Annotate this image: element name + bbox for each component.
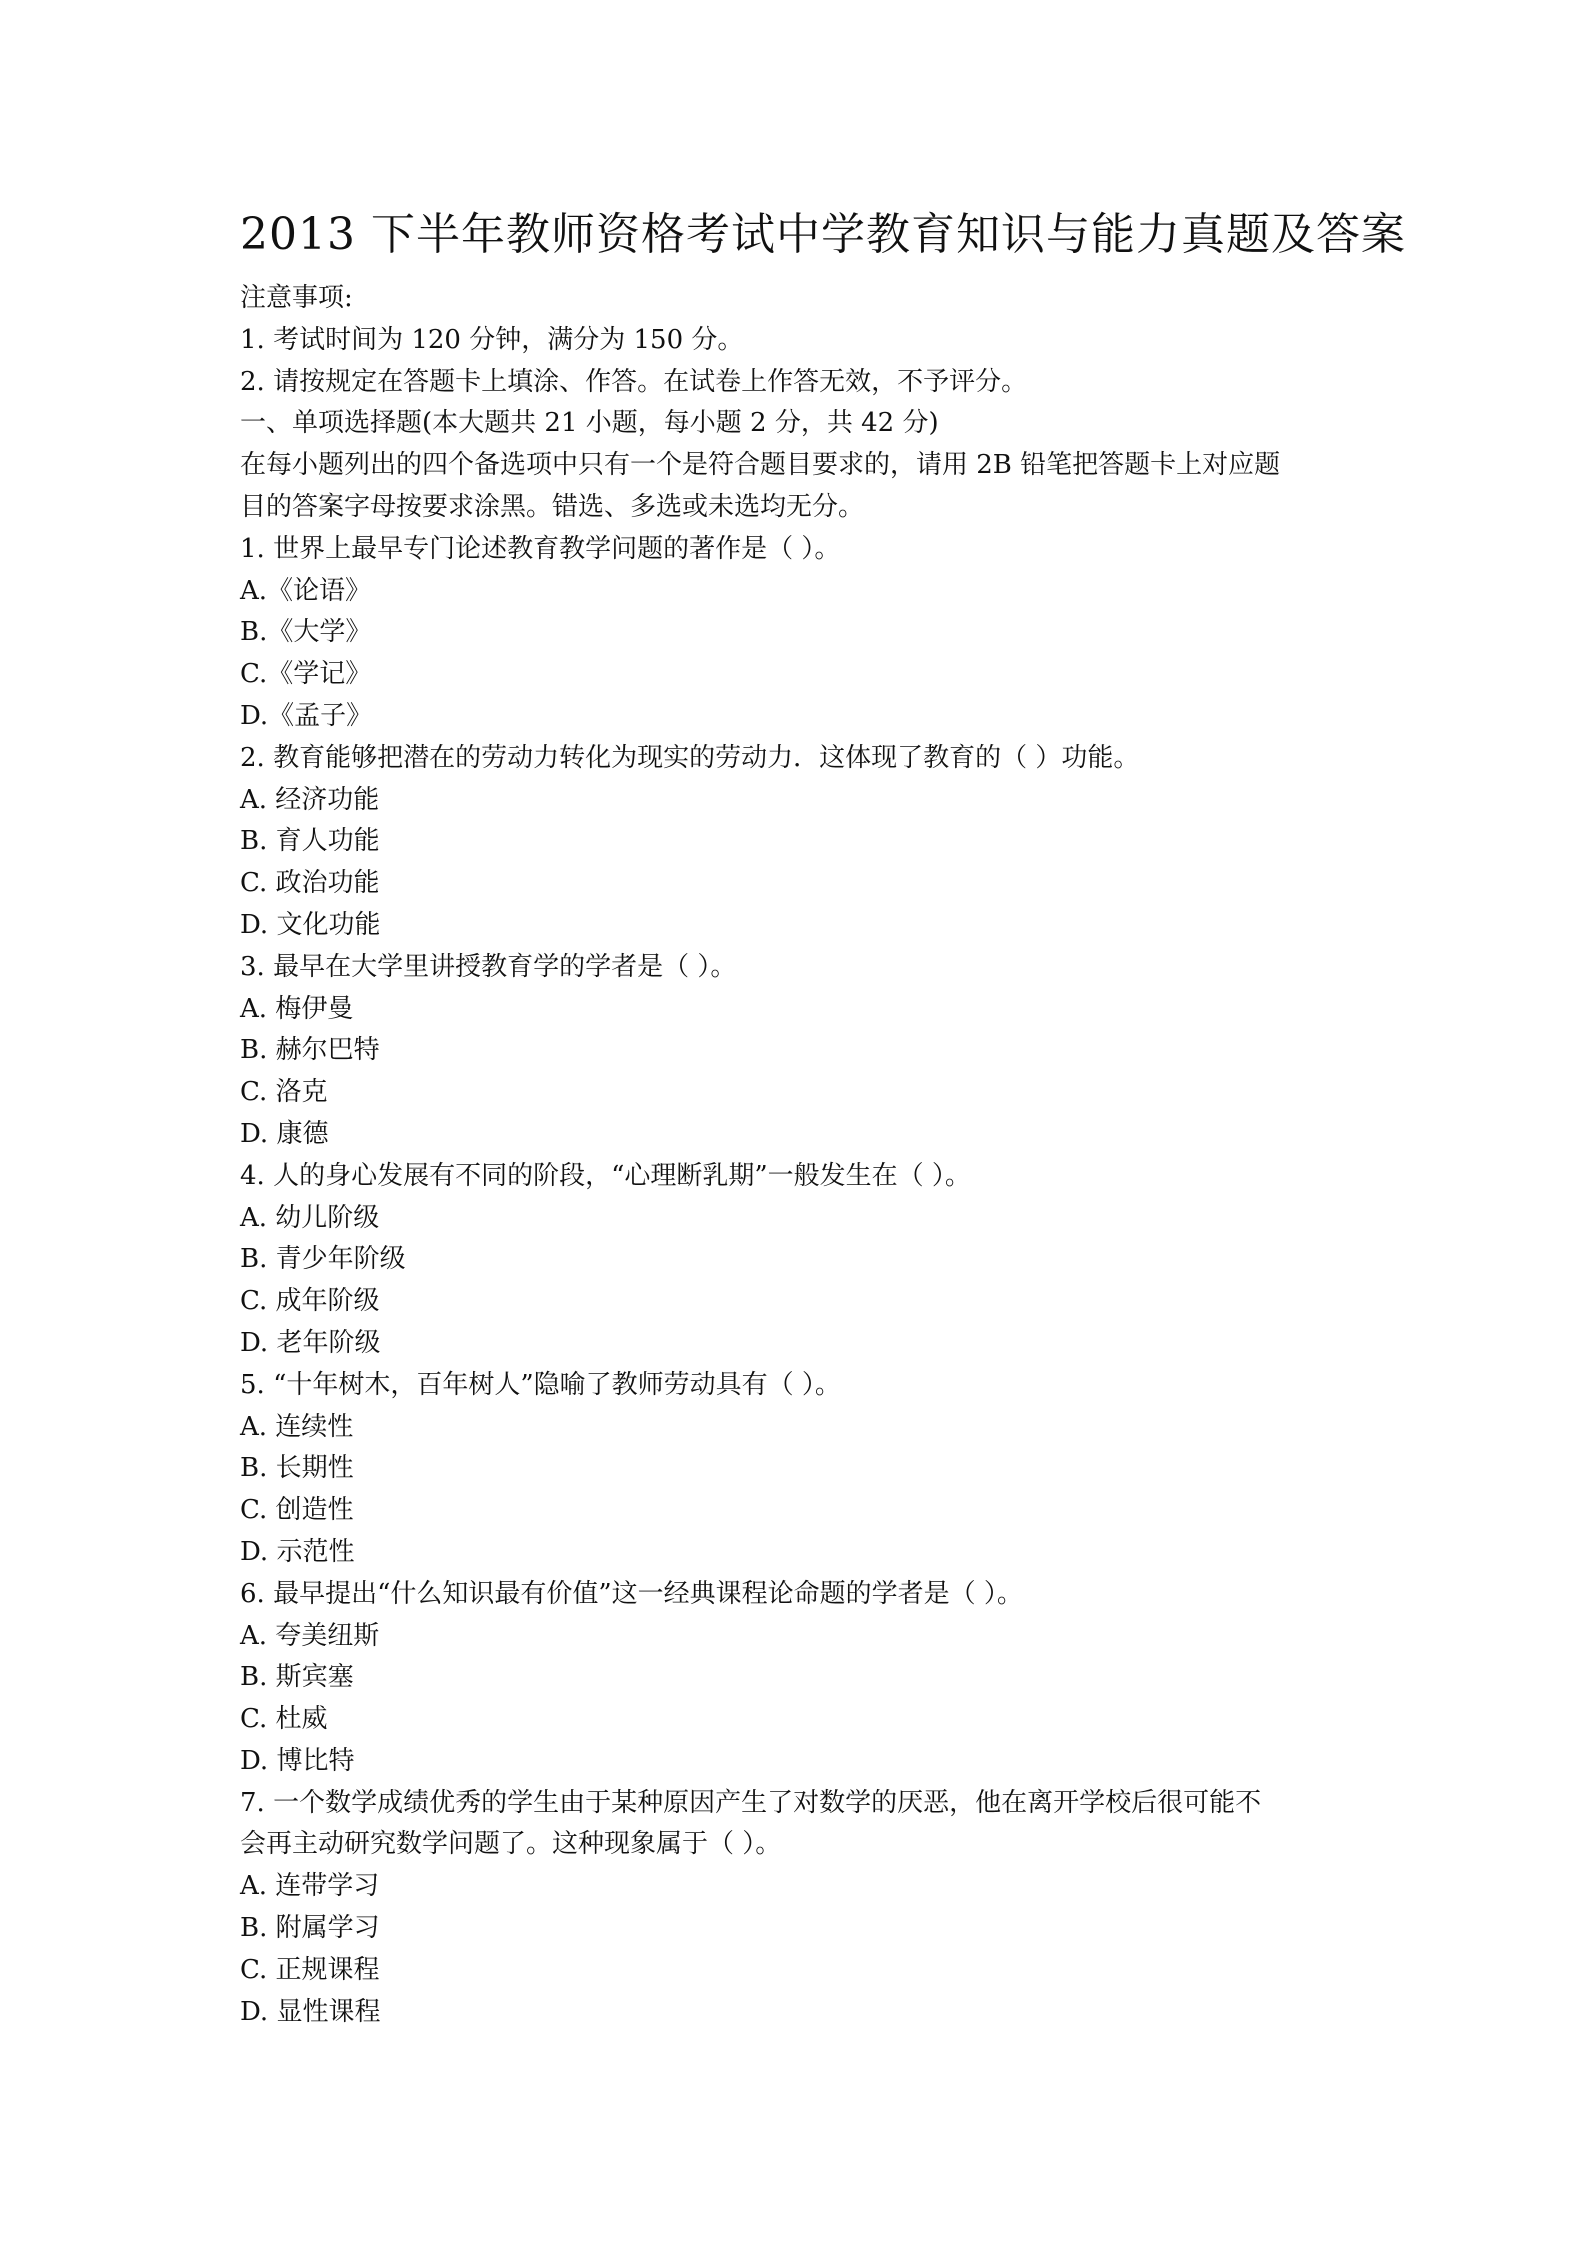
answer-option: B. 青少年阶级 — [240, 1244, 406, 1275]
answer-option: B.《大学》 — [240, 617, 372, 648]
answer-option: C. 创造性 — [240, 1495, 354, 1526]
section-instructions: 在每小题列出的四个备选项中只有一个是符合题目要求的，请用 2B 铅笔把答题卡上对应题 — [240, 450, 1281, 481]
answer-option: A. 梅伊曼 — [240, 993, 354, 1024]
question-stem: 会再主动研究数学问题了。这种现象属于（ ）。 — [240, 1829, 782, 1860]
section-instructions: 目的答案字母按要求涂黑。错选、多选或未选均无分。 — [240, 491, 865, 522]
answer-option: C.《学记》 — [240, 659, 372, 690]
question-stem: 6. 最早提出“什么知识最有价值”这一经典课程论命题的学者是（ ）。 — [240, 1578, 1023, 1609]
answer-option: D. 文化功能 — [240, 909, 381, 940]
answer-option: D.《孟子》 — [240, 700, 373, 731]
answer-option: A. 连带学习 — [240, 1871, 380, 1902]
question-stem: 7. 一个数学成绩优秀的学生由于某种原因产生了对数学的厌恶，他在离开学校后很可能不 — [240, 1787, 1262, 1818]
notice-heading: 注意事项: — [240, 283, 353, 313]
document-body — [240, 278, 1360, 2033]
answer-option: B. 长期性 — [240, 1453, 354, 1484]
answer-option: A. 经济功能 — [240, 784, 380, 815]
answer-option: A. 连续性 — [240, 1411, 354, 1442]
answer-option: C. 洛克 — [240, 1077, 328, 1108]
answer-option: D. 显性课程 — [240, 1996, 381, 2027]
answer-option: A. 幼儿阶级 — [240, 1202, 380, 1233]
page-title: 2013 下半年教师资格考试中学教育知识与能力真题及答案 — [240, 209, 1406, 260]
question-stem: 1. 世界上最早专门论述教育教学问题的著作是（ ）。 — [240, 533, 841, 564]
answer-option: B. 赫尔巴特 — [240, 1035, 380, 1066]
answer-option: B. 育人功能 — [240, 826, 380, 857]
answer-option: D. 康德 — [240, 1118, 329, 1149]
section-heading: 一、单项选择题(本大题共 21 小题，每小题 2 分，共 42 分) — [240, 408, 939, 439]
answer-option: C. 杜威 — [240, 1704, 328, 1735]
question-stem: 5. “十年树木，百年树人”隐喻了教师劳动具有（ ）。 — [240, 1369, 841, 1400]
answer-option: C. 成年阶级 — [240, 1286, 380, 1317]
answer-option: A.《论语》 — [240, 575, 372, 606]
question-stem: 2. 教育能够把潜在的劳动力转化为现实的劳动力．这体现了教育的（ ）功能。 — [240, 742, 1140, 773]
answer-option: C. 正规课程 — [240, 1954, 380, 1985]
question-stem: 4. 人的身心发展有不同的阶段，“心理断乳期”一般发生在（ ）。 — [240, 1160, 971, 1191]
answer-option: D. 老年阶级 — [240, 1327, 381, 1358]
answer-option: D. 示范性 — [240, 1536, 355, 1567]
question-stem: 3. 最早在大学里讲授教育学的学者是（ ）。 — [240, 951, 737, 982]
answer-option: B. 附属学习 — [240, 1913, 380, 1944]
notice-item: 1. 考试时间为 120 分钟，满分为 150 分。 — [240, 324, 744, 355]
answer-option: D. 博比特 — [240, 1745, 355, 1776]
answer-option: B. 斯宾塞 — [240, 1662, 354, 1693]
answer-option: A. 夸美纽斯 — [240, 1620, 380, 1651]
answer-option: C. 政治功能 — [240, 868, 380, 899]
notice-item: 2. 请按规定在答题卡上填涂、作答。在试卷上作答无效，不予评分。 — [240, 366, 1028, 397]
